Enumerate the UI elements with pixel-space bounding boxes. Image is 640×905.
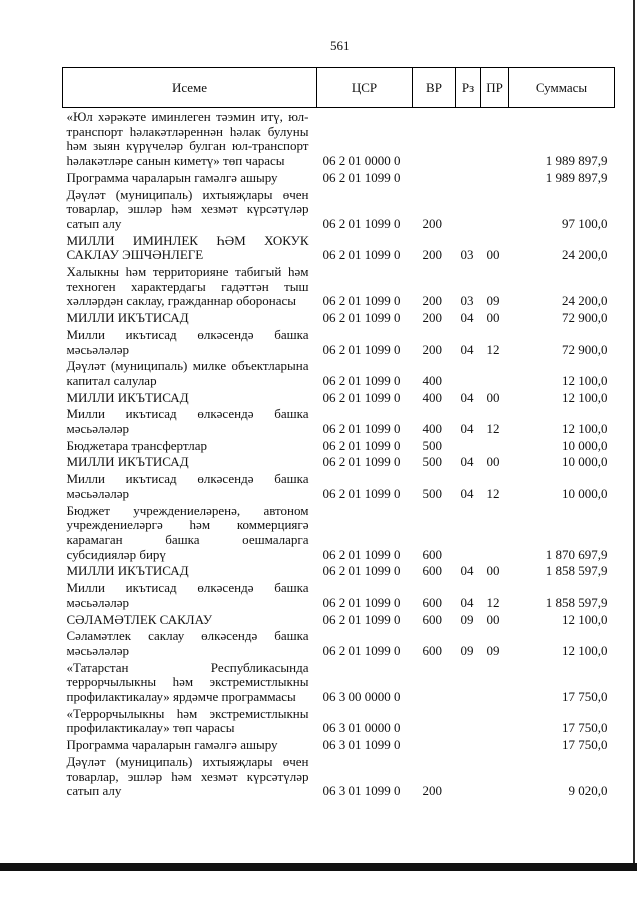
row-name-line: Бюджет учреждениеләренә, автоном (66, 502, 309, 518)
row-name-line: «Юл хәрәкәте иминлеген тәэмин итү, юл- (66, 109, 309, 124)
row-vr-code: 500 (422, 437, 442, 453)
row-subsection: 00 (486, 247, 500, 263)
row-amount: 10 000,0 (562, 485, 608, 501)
row-name-line: Милли икътисад өлкәсендә башка (66, 326, 309, 342)
row-amount: 24 200,0 (562, 293, 608, 309)
row-subsection: 00 (486, 389, 500, 405)
budget-table (62, 67, 615, 799)
row-amount: 17 750,0 (562, 737, 608, 753)
row-subsection (481, 736, 509, 753)
row-amount: 1 858 597,9 (545, 563, 608, 579)
row-vr-code: 400 (422, 389, 442, 405)
row-name (63, 437, 317, 454)
row-name-line: МИЛЛИ ИКЪТИСАД (66, 389, 189, 405)
row-subsection: 09 (486, 642, 500, 658)
row-amount: 9 020,0 (568, 783, 608, 799)
table-row (63, 736, 615, 753)
row-subsection (481, 705, 509, 736)
row-vr-code: 600 (422, 611, 442, 627)
row-name-line: товарлар, эшләр һәм хезмәт күрсәтүләр (66, 201, 309, 217)
row-subsection (481, 357, 509, 388)
row-name-line: транспорт һәлакәтләреннән һәлак булуны (66, 123, 309, 139)
table-row (63, 705, 615, 736)
row-name-line: мәсьәләләр (66, 421, 129, 437)
row-csr-code: 06 2 01 1099 0 (322, 247, 401, 263)
row-name (63, 389, 317, 406)
row-section: 04 (460, 594, 474, 610)
table-row (63, 579, 615, 610)
table-row (63, 263, 615, 309)
row-section (456, 753, 481, 799)
row-name-line: хәлләрдән саклау, гражданнар оборонасы (66, 293, 296, 309)
table-row (63, 627, 615, 658)
row-name (63, 108, 317, 169)
row-section: 04 (460, 341, 474, 357)
row-csr-code: 06 2 01 1099 0 (322, 594, 401, 610)
row-name (63, 753, 317, 799)
row-vr-code: 400 (422, 421, 442, 437)
row-amount: 12 100,0 (562, 389, 608, 405)
row-csr-code: 06 2 01 1099 0 (322, 642, 401, 658)
row-amount: 12 100,0 (562, 372, 608, 388)
row-name-line: сатып алу (66, 215, 122, 231)
table-row (63, 502, 615, 563)
header-vr: ВР (413, 68, 456, 108)
row-csr-code: 06 2 01 1099 0 (322, 454, 401, 470)
row-name (63, 326, 317, 357)
row-subsection (481, 169, 509, 186)
row-csr-code: 06 2 01 1099 0 (322, 293, 401, 309)
row-name (63, 453, 317, 470)
row-amount: 24 200,0 (562, 247, 608, 263)
row-section (456, 705, 481, 736)
header-row (63, 68, 615, 108)
row-name (63, 405, 317, 436)
row-name (63, 659, 317, 705)
row-name-line: мәсьәләләр (66, 594, 129, 610)
header-pr: ПР (481, 68, 509, 108)
row-section (456, 659, 481, 705)
row-vr-code (413, 659, 456, 705)
row-name-line: Сәламәтлек саклау өлкәсендә башка (66, 628, 309, 644)
row-name-line: учреждениеләргә һәм коммерциягә (66, 517, 309, 533)
row-name-line: һәлакәтләре санын киметү» төп чарасы (66, 153, 285, 169)
row-subsection: 12 (486, 421, 500, 437)
row-name-line: Халыкны һәм территорияне табигый һәм (66, 264, 309, 280)
row-name (63, 705, 317, 736)
row-name-line: Бюджетара трансфертлар (66, 437, 207, 453)
row-name-line: профилактикалау» төп чарасы (66, 720, 235, 736)
row-vr-code: 600 (422, 594, 442, 610)
row-name (63, 169, 317, 186)
row-vr-code: 200 (422, 247, 442, 263)
row-vr-code: 400 (422, 372, 442, 388)
table-row (63, 232, 615, 263)
row-csr-code: 06 2 01 1099 0 (322, 546, 401, 562)
row-amount: 1 989 897,9 (545, 153, 608, 169)
row-amount: 17 750,0 (562, 720, 608, 736)
row-name (63, 627, 317, 658)
row-section (456, 502, 481, 563)
table-row (63, 169, 615, 186)
row-amount: 1 870 697,9 (545, 546, 608, 562)
row-csr-code: 06 2 01 1099 0 (322, 563, 401, 579)
row-name (63, 502, 317, 563)
row-vr-code: 600 (422, 546, 442, 562)
header-name: Исеме (63, 68, 317, 108)
row-name-line: субсидияләр бирү (66, 546, 166, 562)
row-name (63, 263, 317, 309)
row-subsection: 09 (486, 293, 500, 309)
table-row (63, 357, 615, 388)
row-amount: 97 100,0 (562, 215, 608, 231)
row-amount: 17 750,0 (562, 689, 608, 705)
row-name-line: МИЛЛИ ИМИНЛЕК ҺӘМ ХОКУК (66, 232, 309, 248)
table-row (63, 753, 615, 799)
row-name-line: карамаган башка оешмаларга (66, 531, 309, 547)
row-csr-code: 06 2 01 1099 0 (322, 310, 401, 326)
table-row (63, 389, 615, 406)
row-section (456, 169, 481, 186)
row-name (63, 562, 317, 579)
row-vr-code: 200 (422, 310, 442, 326)
row-amount: 1 858 597,9 (545, 594, 608, 610)
row-name-line: Дәүләт (муниципаль) ихтыяҗлары өчен (66, 186, 309, 202)
row-section (456, 108, 481, 169)
header-rz: Рз (456, 68, 481, 108)
table-row (63, 186, 615, 232)
row-vr-code: 600 (422, 563, 442, 579)
row-subsection (481, 659, 509, 705)
row-section: 04 (460, 310, 474, 326)
table-row (63, 309, 615, 326)
row-name (63, 309, 317, 326)
row-name-line: Милли икътисад өлкәсендә башка (66, 580, 309, 596)
row-csr-code: 06 2 01 1099 0 (322, 389, 401, 405)
row-name (63, 186, 317, 232)
row-csr-code: 06 3 00 0000 0 (322, 689, 401, 705)
row-csr-code: 06 2 01 1099 0 (322, 341, 401, 357)
row-section (456, 357, 481, 388)
row-csr-code: 06 3 01 0000 0 (322, 720, 401, 736)
row-section (456, 437, 481, 454)
table-row (63, 562, 615, 579)
row-name (63, 736, 317, 753)
row-name (63, 579, 317, 610)
row-name-line: МИЛЛИ ИКЪТИСАД (66, 310, 189, 326)
row-amount: 72 900,0 (562, 310, 608, 326)
row-section: 04 (460, 454, 474, 470)
row-amount: 10 000,0 (562, 454, 608, 470)
table-row (63, 611, 615, 628)
row-name-line: техноген характердагы гадәттән тыш (66, 278, 309, 294)
page-number: 561 (330, 38, 350, 53)
row-name-line: МИЛЛИ ИКЪТИСАД (66, 563, 189, 579)
row-subsection (481, 437, 509, 454)
row-name (63, 232, 317, 263)
row-vr-code: 200 (422, 215, 442, 231)
header-sum: Суммасы (509, 68, 615, 108)
row-csr-code: 06 3 01 1099 0 (322, 783, 401, 799)
row-name-line: мәсьәләләр (66, 642, 129, 658)
row-csr-code: 06 2 01 1099 0 (322, 169, 401, 185)
row-name-line: товарлар, эшләр һәм хезмәт күрсәтүләр (66, 768, 309, 784)
row-subsection: 00 (486, 611, 500, 627)
row-csr-code: 06 2 01 1099 0 (322, 421, 401, 437)
row-section: 09 (460, 642, 474, 658)
row-vr-code: 500 (422, 485, 442, 501)
table-row (63, 470, 615, 501)
row-csr-code: 06 2 01 0000 0 (322, 153, 401, 169)
row-csr-code: 06 2 01 1099 0 (322, 485, 401, 501)
row-amount: 12 100,0 (562, 611, 608, 627)
row-name-line: СӘЛАМӘТЛЕК САКЛАУ (66, 611, 213, 627)
row-name-line: Дәүләт (муниципаль) ихтыяҗлары өчен (66, 753, 309, 769)
row-vr-code (413, 108, 456, 169)
table-row (63, 326, 615, 357)
row-section: 03 (460, 293, 474, 309)
row-vr-code: 200 (422, 341, 442, 357)
row-amount: 10 000,0 (562, 437, 608, 453)
row-subsection: 00 (486, 454, 500, 470)
table-row (63, 453, 615, 470)
scan-edge-bottom (0, 863, 637, 871)
row-csr-code: 06 2 01 1099 0 (322, 611, 401, 627)
row-amount: 12 100,0 (562, 421, 608, 437)
row-section (456, 736, 481, 753)
row-section: 03 (460, 247, 474, 263)
header-csr: ЦСР (317, 68, 413, 108)
row-vr-code: 200 (422, 783, 442, 799)
row-name-line: МИЛЛИ ИКЪТИСАД (66, 454, 189, 470)
table-row (63, 108, 615, 169)
row-name-line: капитал салулар (66, 372, 157, 388)
row-name-line: сатып алу (66, 783, 122, 799)
row-subsection: 12 (486, 594, 500, 610)
row-amount: 72 900,0 (562, 341, 608, 357)
row-section: 04 (460, 389, 474, 405)
row-name-line: Милли икътисад өлкәсендә башка (66, 471, 309, 487)
row-name-line: мәсьәләләр (66, 485, 129, 501)
row-name (63, 611, 317, 628)
row-subsection (481, 186, 509, 232)
row-csr-code: 06 3 01 1099 0 (322, 737, 401, 753)
row-section: 04 (460, 563, 474, 579)
row-name-line: Милли икътисад өлкәсендә башка (66, 406, 309, 422)
row-vr-code: 600 (422, 642, 442, 658)
row-name-line: САКЛАУ ЭШЧӘНЛЕГЕ (66, 247, 204, 263)
row-subsection: 12 (486, 341, 500, 357)
row-subsection (481, 753, 509, 799)
row-name-line: мәсьәләләр (66, 341, 129, 357)
row-name-line: «Террорчылыкны һәм экстремистлыкны (66, 705, 309, 721)
row-name-line: террорчылыкны һәм экстремистлыкны (66, 674, 309, 690)
row-vr-code (413, 705, 456, 736)
row-csr-code: 06 2 01 1099 0 (322, 372, 401, 388)
row-section: 04 (460, 421, 474, 437)
row-subsection: 12 (486, 485, 500, 501)
row-name-line: профилактикалау» ярдәмче программасы (66, 689, 296, 705)
row-subsection: 00 (486, 563, 500, 579)
scan-edge-right (633, 0, 635, 871)
row-name-line: «Татарстан Республикасында (66, 659, 309, 675)
row-amount: 12 100,0 (562, 642, 608, 658)
row-name-line: Программа чараларын гамәлгә ашыру (66, 169, 278, 185)
table-row (63, 437, 615, 454)
table-body (63, 108, 615, 799)
row-csr-code: 06 2 01 1099 0 (322, 215, 401, 231)
row-vr-code (413, 736, 456, 753)
row-subsection (481, 502, 509, 563)
row-subsection: 00 (486, 310, 500, 326)
row-section: 04 (460, 485, 474, 501)
row-vr-code (413, 169, 456, 186)
row-vr-code: 200 (422, 293, 442, 309)
row-name (63, 470, 317, 501)
row-amount: 1 989 897,9 (545, 169, 608, 185)
row-name (63, 357, 317, 388)
row-name-line: Программа чараларын гамәлгә ашыру (66, 737, 278, 753)
table-row (63, 405, 615, 436)
table-row (63, 659, 615, 705)
row-csr-code: 06 2 01 1099 0 (322, 437, 401, 453)
table-header (63, 68, 615, 108)
row-section: 09 (460, 611, 474, 627)
row-name-line: Дәүләт (муниципаль) милке объектларына (66, 358, 309, 374)
row-section (456, 186, 481, 232)
row-vr-code: 500 (422, 454, 442, 470)
row-name-line: һәм зыян күрүчеләр булган юл-транспорт (66, 138, 309, 154)
row-subsection (481, 108, 509, 169)
